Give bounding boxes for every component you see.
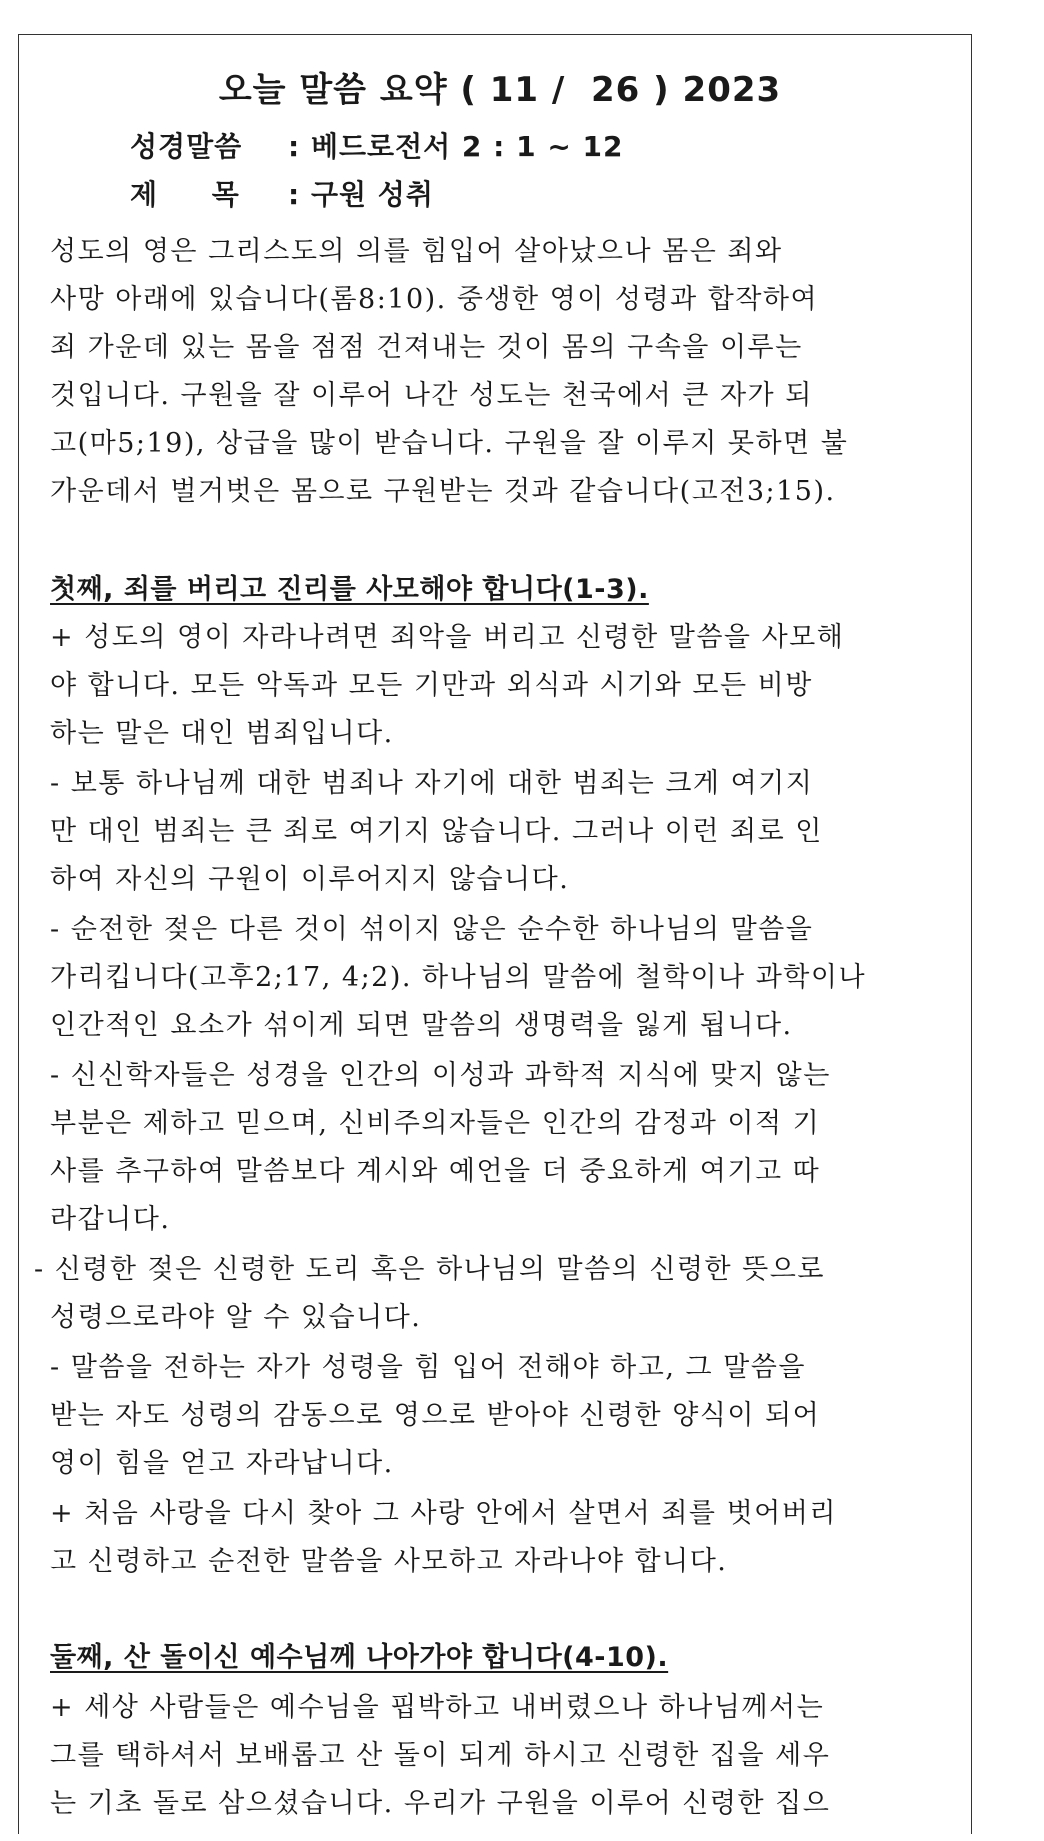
intro-line: 죄 가운데 있는 몸을 점점 건져내는 것이 몸의 구속을 이루는 [50, 332, 803, 363]
intro-line: 사망 아래에 있습니다(롬8:10). 중생한 영이 성령과 합작하여 [50, 284, 819, 315]
section1-line: - 보통 하나님께 대한 범죄나 자기에 대한 범죄는 크게 여기지 [50, 768, 814, 799]
section1-line: 성령으로라야 알 수 있습니다. [50, 1302, 422, 1333]
section1-line: - 말씀을 전하는 자가 성령을 힘 입어 전해야 하고, 그 말씀을 [50, 1352, 806, 1383]
section1-heading: 첫째, 죄를 버리고 진리를 사모해야 합니다(1-3). [50, 574, 649, 605]
section1-line: 받는 자도 성령의 감동으로 영으로 받아야 신령한 양식이 되어 [50, 1400, 821, 1431]
section1-line: + 처음 사랑을 다시 찾아 그 사랑 안에서 살면서 죄를 벗어버리 [50, 1498, 837, 1529]
section2-heading: 둘째, 산 돌이신 예수님께 나아가야 합니다(4-10). [50, 1642, 669, 1673]
section1-line: - 순전한 젖은 다른 것이 섞이지 않은 순수한 하나님의 말씀을 [50, 914, 814, 945]
section1-line: 야 합니다. 모든 악독과 모든 기만과 외식과 시기와 모든 비방 [50, 670, 813, 701]
scripture-label: 성경말씀 [130, 130, 243, 163]
topic-value: : 구원 성취 [288, 178, 434, 211]
section2-line: 그를 택하셔서 보배롭고 산 돌이 되게 하시고 신령한 집을 세우 [50, 1740, 831, 1771]
section1-line: - 신신학자들은 성경을 인간의 이성과 과학적 지식에 맞지 않는 [50, 1060, 831, 1091]
intro-line: 것입니다. 구원을 잘 이루어 나간 성도는 천국에서 큰 자가 되 [50, 380, 813, 411]
section1-line: 하여 자신의 구원이 이루어지지 않습니다. [50, 864, 570, 895]
section1-line: - 신령한 젖은 신령한 도리 혹은 하나님의 말씀의 신령한 뜻으로 [34, 1254, 825, 1285]
section1-line: 인간적인 요소가 섞이게 되면 말씀의 생명력을 잃게 됩니다. [50, 1010, 793, 1041]
section1-line: 사를 추구하여 말씀보다 계시와 예언을 더 중요하게 여기고 따 [50, 1156, 821, 1187]
section1-line: 라갑니다. [50, 1204, 171, 1235]
section1-line: 영이 힘을 얻고 자라납니다. [50, 1448, 394, 1479]
section1-line: 부분은 제하고 믿으며, 신비주의자들은 인간의 감정과 이적 기 [50, 1108, 821, 1139]
section2-line: + 세상 사람들은 예수님을 핍박하고 내버렸으나 하나님께서는 [50, 1692, 825, 1723]
intro-line: 성도의 영은 그리스도의 의를 힘입어 살아났으나 몸은 죄와 [50, 236, 783, 267]
section1-line: + 성도의 영이 자라나려면 죄악을 버리고 신령한 말씀을 사모해 [50, 622, 845, 653]
section1-line: 가리킵니다(고후2;17, 4;2). 하나님의 말씀에 철학이나 과학이나 [50, 962, 867, 993]
intro-line: 가운데서 벌거벗은 몸으로 구원받는 것과 같습니다(고전3;15). [50, 476, 836, 507]
section2-line: 는 기초 돌로 삼으셨습니다. 우리가 구원을 이루어 신령한 집으 [50, 1788, 831, 1819]
topic-label: 제 목 [130, 178, 240, 211]
scripture-line [130, 125, 624, 165]
scripture-value: : 베드로전서 2 : 1 ~ 12 [288, 130, 624, 163]
intro-line: 고(마5;19), 상급을 많이 받습니다. 구원을 잘 이루지 못하면 불 [50, 428, 849, 459]
section1-line: 하는 말은 대인 범죄입니다. [50, 718, 394, 749]
page-title: 오늘 말씀 요약 ( 11 / 26 ) 2023 [218, 70, 782, 110]
section1-line: 만 대인 범죄는 큰 죄로 여기지 않습니다. 그러나 이런 죄로 인 [50, 816, 823, 847]
section1-line: 고 신령하고 순전한 말씀을 사모하고 자라나야 합니다. [50, 1546, 728, 1577]
topic-line [130, 173, 434, 213]
